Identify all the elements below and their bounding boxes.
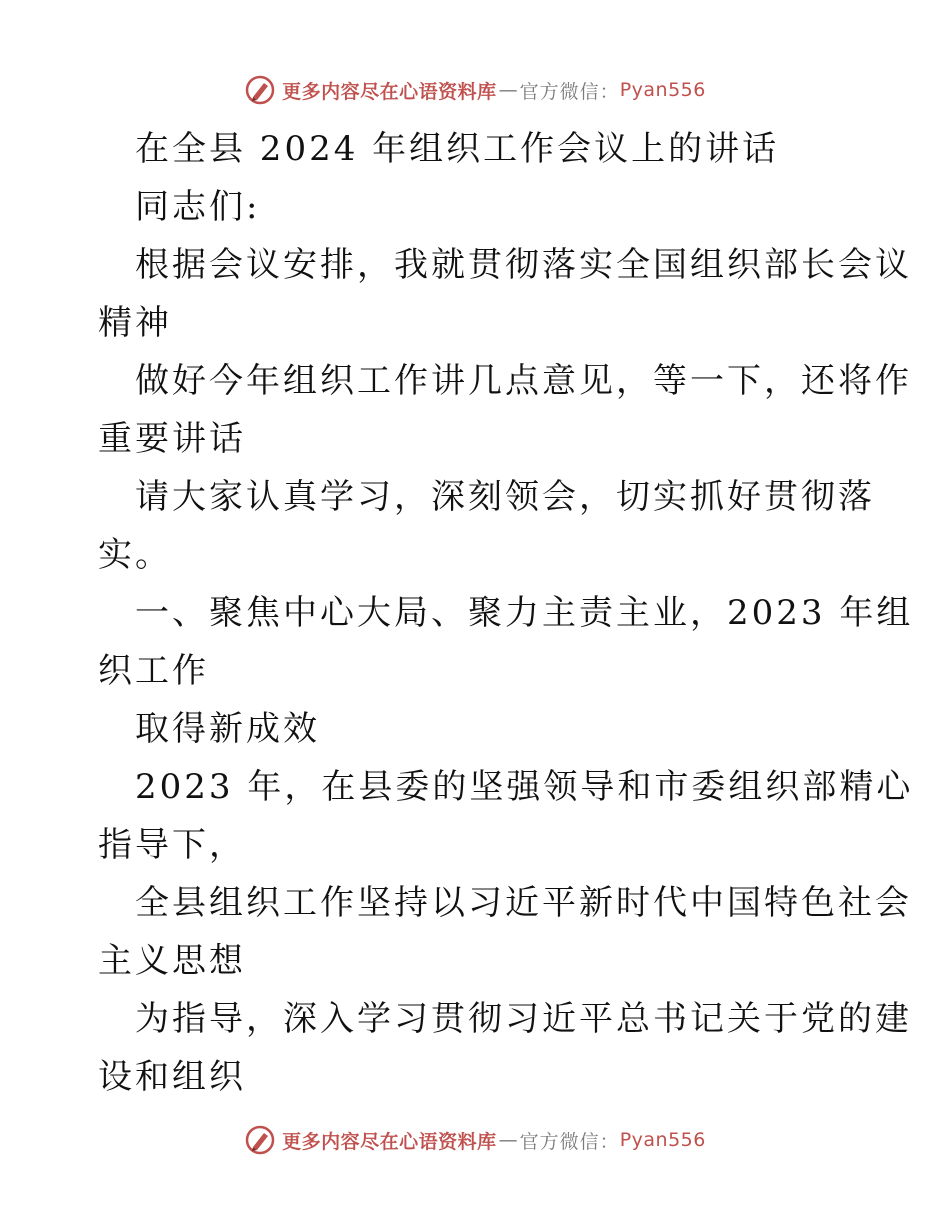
paragraph-line: 实。 <box>98 535 172 575</box>
paragraph-line: 2023 年，在县委的坚强领导和市委组织部精心 <box>135 767 914 807</box>
footer-watermark <box>0 1120 950 1160</box>
section-heading: 一、聚焦中心大局、聚力主责主业，2023 年组 <box>135 593 914 633</box>
paragraph-line: 重要讲话 <box>98 419 246 459</box>
paragraph-line: 设和组织 <box>98 1057 246 1097</box>
document-title: 在全县 2024 年组织工作会议上的讲话 <box>135 129 780 169</box>
pen-logo-icon <box>244 1124 276 1156</box>
paragraph-line: 主义思想 <box>98 941 246 981</box>
paragraph-line: 根据会议安排，我就贯彻落实全国组织部长会议 <box>135 245 912 285</box>
watermark-wechat-id: Pyan556 <box>619 79 706 101</box>
paragraph-line: 做好今年组织工作讲几点意见，等一下，还将作 <box>135 361 912 401</box>
section-heading: 织工作 <box>98 651 209 691</box>
watermark-brand-text: 更多内容尽在心语资料库 <box>282 1130 497 1153</box>
paragraph-line: 为指导，深入学习贯彻习近平总书记关于党的建 <box>135 999 912 1039</box>
header-watermark <box>0 70 950 110</box>
salutation: 同志们: <box>135 187 261 227</box>
paragraph-line: 指导下， <box>98 825 246 865</box>
watermark-wechat-label: 官方微信： <box>519 1130 620 1153</box>
paragraph-line: 请大家认真学习，深刻领会，切实抓好贯彻落 <box>135 477 875 517</box>
watermark-wechat-label: 官方微信： <box>519 80 620 103</box>
paragraph-line: 精神 <box>98 303 172 343</box>
watermark-brand-text: 更多内容尽在心语资料库 <box>282 80 497 103</box>
section-heading: 取得新成效 <box>135 709 320 749</box>
paragraph-line: 全县组织工作坚持以习近平新时代中国特色社会 <box>135 883 912 923</box>
watermark-separator: — <box>498 79 518 101</box>
watermark-separator: — <box>498 1129 518 1151</box>
watermark-wechat-id: Pyan556 <box>619 1129 706 1151</box>
pen-logo-icon <box>244 74 276 106</box>
